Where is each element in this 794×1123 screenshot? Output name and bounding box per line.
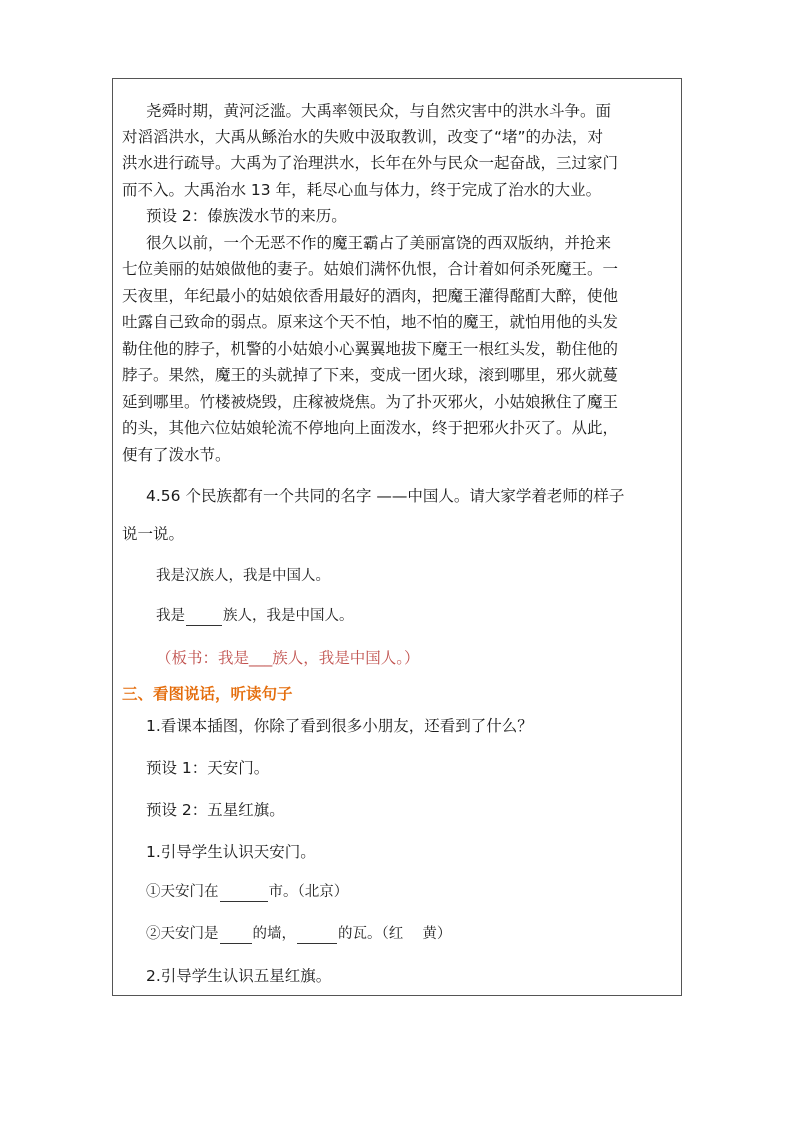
example-fill-before: 我是 bbox=[156, 608, 185, 624]
fill-blank bbox=[220, 929, 252, 944]
story-line: 洪水进行疏导。大禹为了治理洪水，长年在外与民众一起奋战，三过家门 bbox=[122, 154, 619, 172]
fill-before: ①天安门在 bbox=[146, 884, 219, 900]
fill-middle: 的墙， bbox=[252, 926, 296, 942]
story-line: 很久以前，一个无恶不作的魔王霸占了美丽富饶的西双版纳，并抢来 bbox=[146, 234, 612, 252]
story-line: 的头，其他六位姑娘轮流不停地向上面泼水，终于把邪火扑灭了。从此， bbox=[122, 419, 619, 437]
board-note: （板书：我是___族人，我是中国人。） bbox=[156, 649, 420, 667]
preset-heading: 预设 2：傣族泼水节的来历。 bbox=[146, 207, 347, 225]
guide-item: 2.引导学生认识五星红旗。 bbox=[146, 967, 332, 985]
guide-item: 1.引导学生认识天安门。 bbox=[146, 843, 316, 861]
story-line: 便有了泼水节。 bbox=[122, 446, 231, 464]
preset-answer: 预设 2：五星红旗。 bbox=[146, 801, 285, 819]
story-line: 脖子。果然，魔王的头就掉了下来，变成一团火球，滚到哪里，邪火就蔓 bbox=[122, 366, 619, 384]
fill-before: ②天安门是 bbox=[146, 926, 219, 942]
task-line: 4.56 个民族都有一个共同的名字 ——中国人。请大家学着老师的样子 bbox=[146, 487, 625, 505]
preset-answer: 预设 1：天安门。 bbox=[146, 759, 270, 777]
example-fill-sentence bbox=[156, 606, 354, 626]
fill-blank bbox=[297, 929, 337, 944]
story-line: 延到哪里。竹楼被烧毁，庄稼被烧焦。为了扑灭邪火，小姑娘揪住了魔王 bbox=[122, 393, 619, 411]
example-sentence: 我是汉族人，我是中国人。 bbox=[156, 568, 330, 584]
story-line: 对滔滔洪水，大禹从鲧治水的失败中汲取教训，改变了“堵”的办法，对 bbox=[122, 128, 604, 146]
story-line: 吐露自己致命的弱点。原来这个天不怕，地不怕的魔王，就怕用他的头发 bbox=[122, 313, 619, 331]
example-fill-after: 族人，我是中国人。 bbox=[223, 608, 354, 624]
story-line: 天夜里，年纪最小的姑娘依香用最好的酒肉，把魔王灌得酩酊大醉，使他 bbox=[122, 287, 619, 305]
fill-blank bbox=[186, 611, 222, 626]
fill-blank bbox=[220, 887, 268, 902]
story-line: 勒住他的脖子，机警的小姑娘小心翼翼地拔下魔王一根红头发，勒住他的 bbox=[122, 340, 619, 358]
story-line: 七位美丽的姑娘做他的妻子。姑娘们满怀仇恨，合计着如何杀死魔王。一 bbox=[122, 260, 619, 278]
story-line: 尧舜时期，黄河泛滥。大禹率领民众，与自然灾害中的洪水斗争。面 bbox=[146, 102, 612, 120]
story-line: 而不入。大禹治水 13 年，耗尽心血与体力，终于完成了治水的大业。 bbox=[122, 181, 602, 199]
section-title: 三、看图说话，听读句子 bbox=[122, 685, 293, 703]
task-line: 说一说。 bbox=[122, 525, 185, 543]
fill-after: 市。（北京） bbox=[268, 884, 349, 900]
fill-sentence bbox=[146, 882, 348, 902]
question: 1.看课本插图，你除了看到很多小朋友，还看到了什么？ bbox=[146, 717, 533, 735]
fill-sentence bbox=[146, 924, 451, 944]
fill-after: 的瓦。（红 黄） bbox=[338, 926, 452, 942]
